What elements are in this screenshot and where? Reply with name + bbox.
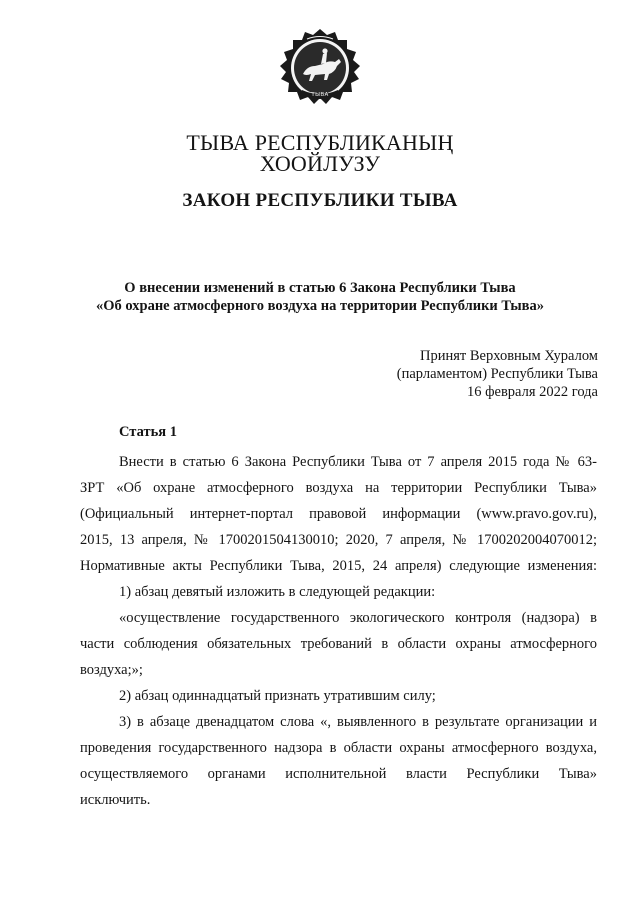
body-line: проведения государственного надзора в области охраны атмосферного воздуха, [80, 740, 597, 756]
subject-line-1: О внесении изменений в статью 6 Закона Республики Тыва [124, 280, 516, 296]
body-line: ЗРТ «Об охране атмосферного воздуха на территории Республики Тыва» [80, 480, 597, 496]
law-title: ЗАКОН РЕСПУБЛИКИ ТЫВА [182, 190, 458, 211]
body-line: воздуха;»; [80, 662, 143, 678]
body-line: 1) абзац девятый изложить в следующей редакции: [119, 584, 436, 600]
body-line: «осуществление государственного экологического контроля (надзора) в [119, 610, 597, 626]
body-line: Нормативные акты Республики Тыва, 2015, 24 апреля) следующие изменения: [80, 558, 597, 574]
emblem-inscription: ТЫВА [311, 92, 329, 98]
title-tuvan-line1: ТЫВА РЕСПУБЛИКАНЫҢ [186, 130, 454, 155]
title-tuvan-line2: ХООЙЛУЗУ [259, 151, 381, 176]
adopted-line-2: (парламентом) Республики Тыва [396, 366, 598, 382]
body-line: осуществляемого органами исполнительной власти Республики Тыва» [80, 766, 597, 782]
article-heading: Статья 1 [119, 424, 177, 440]
body-line: 2) абзац одиннадцатый признать утратившим силу; [119, 688, 436, 704]
adopted-date: 16 февраля 2022 года [466, 384, 598, 400]
subject-line-2: «Об охране атмосферного воздуха на территории Республики Тыва» [95, 298, 545, 314]
body-line: 3) в абзаце двенадцатом слова «, выявленного в результате организации и [119, 714, 597, 730]
body-line: (Официальный интернет-портал правовой информации (www.pravo.gov.ru), [80, 506, 597, 522]
body-line: исключить. [80, 792, 151, 808]
body-line: Внести в статью 6 Закона Республики Тыва от 7 апреля 2015 года № 63- [119, 454, 597, 470]
coat-of-arms-emblem [277, 26, 363, 112]
body-line: 2015, 13 апреля, № 1700201504130010; 2020, 7 апреля, № 1700202004070012; [80, 532, 597, 548]
body-line: части соблюдения обязательных требований в области охраны атмосферного [80, 636, 597, 652]
adopted-line-1: Принят Верховным Хуралом [420, 348, 598, 364]
emblem-icon [277, 26, 363, 112]
